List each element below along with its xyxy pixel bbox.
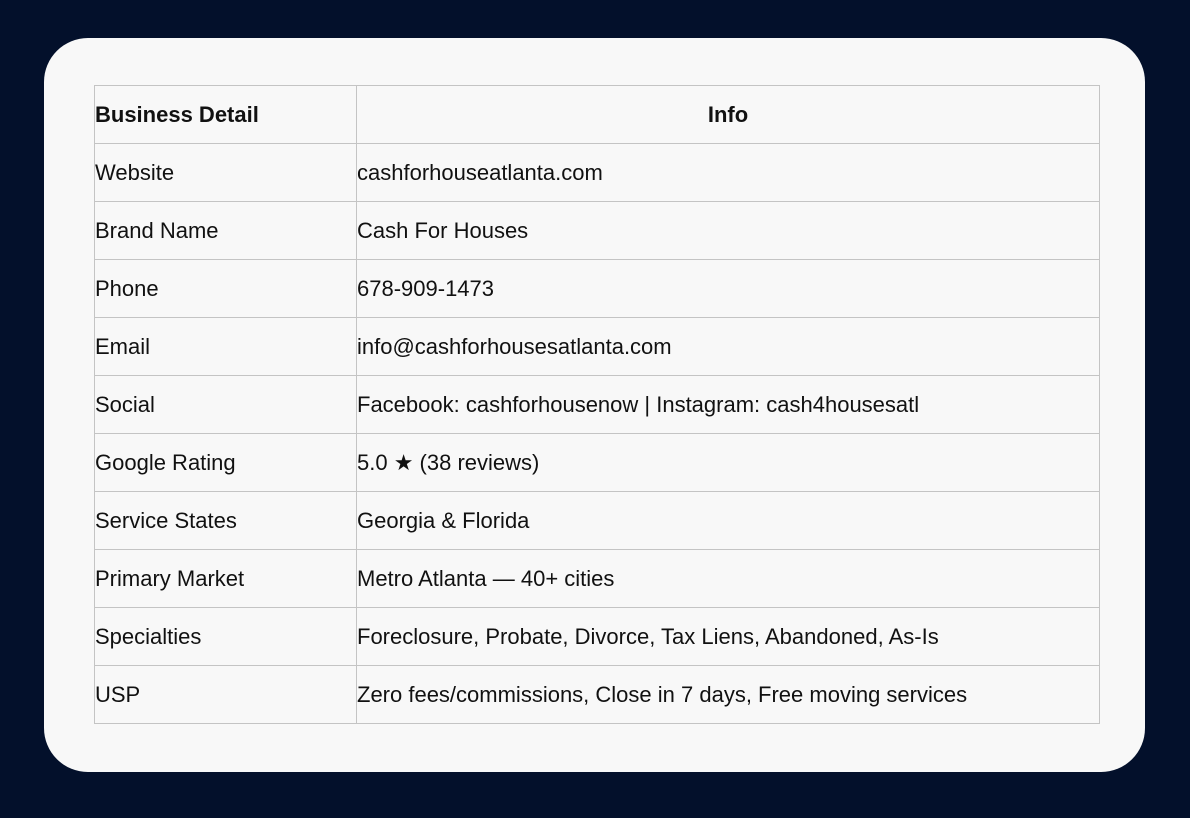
row-label-usp: USP [95, 666, 357, 724]
table-row [95, 376, 1100, 434]
row-label-specialties: Specialties [95, 608, 357, 666]
row-label-social: Social [95, 376, 357, 434]
row-value-social: Facebook: cashforhousenow | Instagram: cash4housesatl [357, 376, 1100, 434]
business-details-card [44, 38, 1145, 772]
table-row [95, 260, 1100, 318]
row-value-website: cashforhouseatlanta.com [357, 144, 1100, 202]
row-label-phone: Phone [95, 260, 357, 318]
table-row [95, 434, 1100, 492]
row-label-service-states: Service States [95, 492, 357, 550]
row-value-google-rating: 5.0 ★ (38 reviews) [357, 434, 1100, 492]
row-value-specialties: Foreclosure, Probate, Divorce, Tax Liens, Abandoned, As-Is [357, 608, 1100, 666]
table-row [95, 608, 1100, 666]
header-business-detail: Business Detail [95, 86, 357, 144]
table-header-row [95, 86, 1100, 144]
table-row [95, 492, 1100, 550]
row-label-website: Website [95, 144, 357, 202]
row-value-primary-market: Metro Atlanta — 40+ cities [357, 550, 1100, 608]
row-value-phone: 678-909-1473 [357, 260, 1100, 318]
row-label-primary-market: Primary Market [95, 550, 357, 608]
table-row [95, 550, 1100, 608]
row-value-brand-name: Cash For Houses [357, 202, 1100, 260]
row-value-usp: Zero fees/commissions, Close in 7 days, Free moving services [357, 666, 1100, 724]
row-value-service-states: Georgia & Florida [357, 492, 1100, 550]
row-value-email: info@cashforhousesatlanta.com [357, 318, 1100, 376]
table-row [95, 144, 1100, 202]
row-label-brand-name: Brand Name [95, 202, 357, 260]
header-info: Info [357, 86, 1100, 144]
row-label-google-rating: Google Rating [95, 434, 357, 492]
business-details-table [94, 85, 1100, 724]
table-row [95, 666, 1100, 724]
table-row [95, 202, 1100, 260]
row-label-email: Email [95, 318, 357, 376]
table-row [95, 318, 1100, 376]
